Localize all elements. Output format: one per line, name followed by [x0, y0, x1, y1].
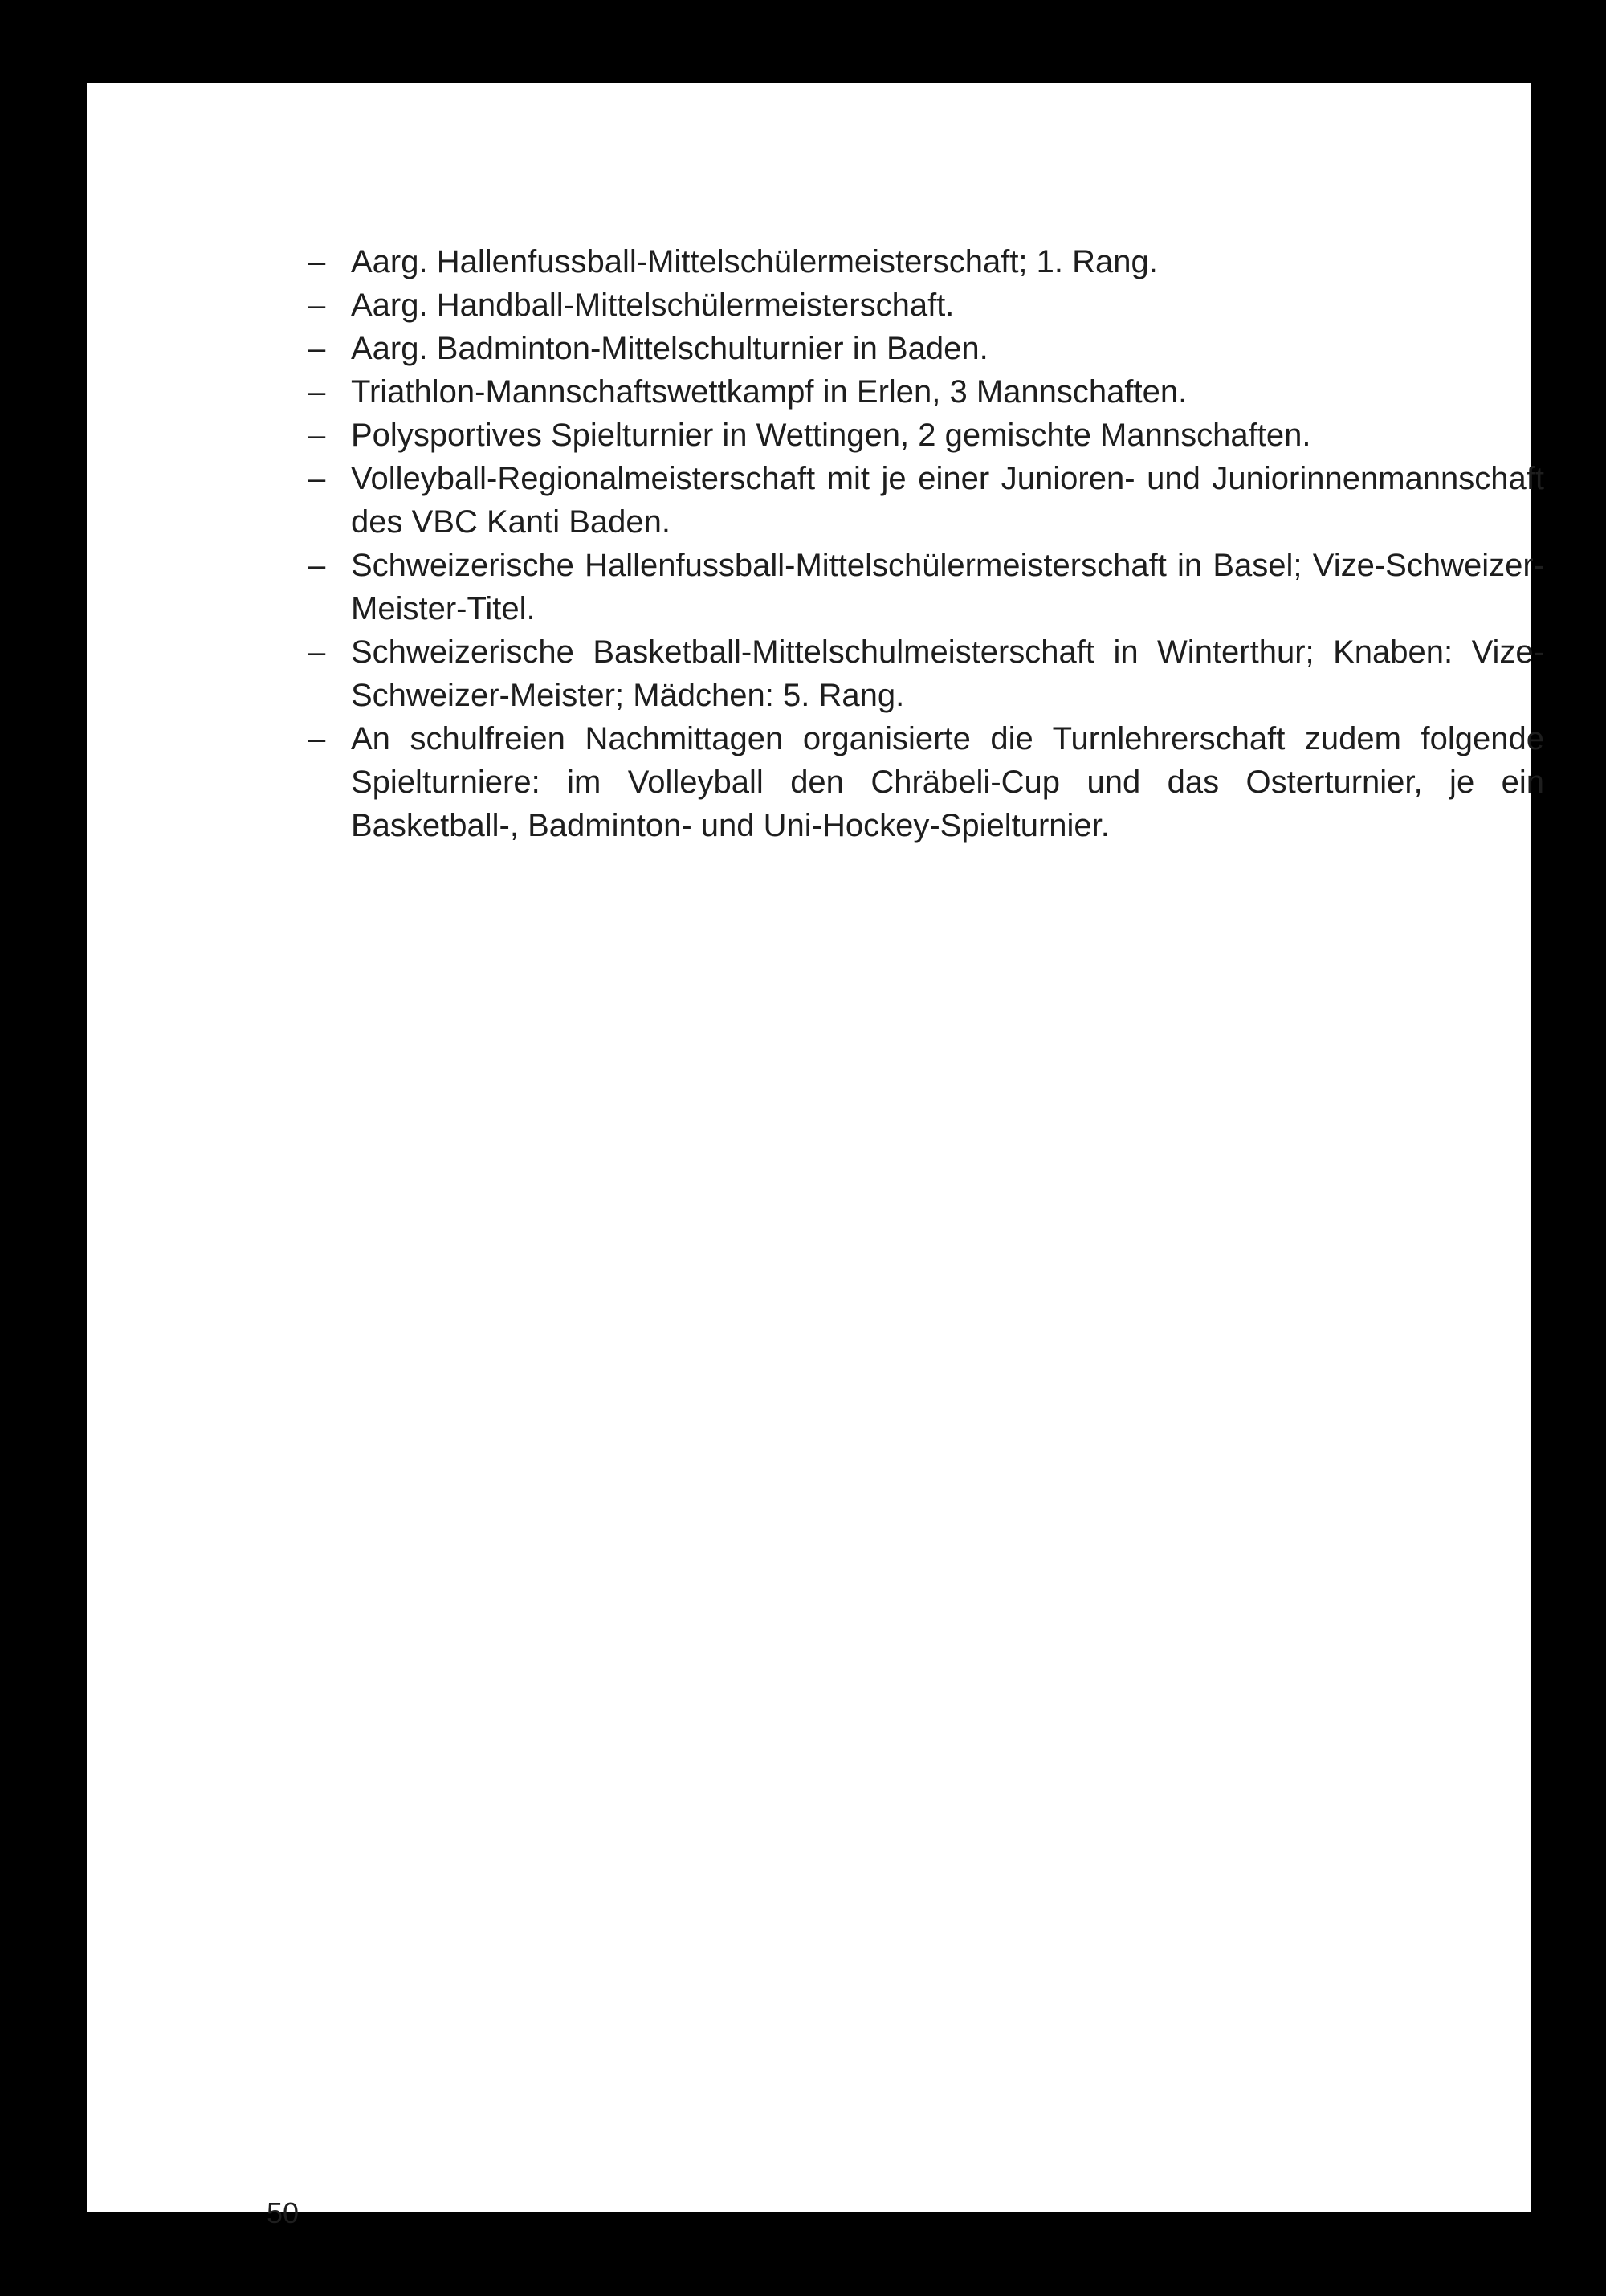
list-item-text: An schulfreien Nachmittagen organisierte die Turnlehrerschaft zudem folgende Spielturniere: im Volleyball den Chräbeli-Cup und das Osterturnier, je ein Basketball-, Badminton- und Uni-Hockey-Spielturnier.	[351, 721, 1544, 843]
list-item	[308, 717, 1544, 847]
page-number: 50	[267, 2196, 300, 2229]
dash-bullet: –	[308, 461, 326, 496]
dash-bullet: –	[308, 721, 326, 756]
dash-bullet: –	[308, 288, 326, 323]
list-item	[308, 327, 1544, 370]
dash-bullet: –	[308, 331, 326, 366]
list-item-text: Triathlon-Mannschaftswettkampf in Erlen, 3 Mannschaften.	[351, 374, 1188, 410]
list-item-text: Volleyball-Regionalmeisterschaft mit je einer Junioren- und Juniorinnenmannschaft des VBC Kanti Baden.	[351, 461, 1544, 540]
list-item	[308, 544, 1544, 630]
list-item-text: Aarg. Badminton-Mittelschulturnier in Baden.	[351, 331, 988, 366]
list-item	[308, 414, 1544, 457]
list-item	[308, 630, 1544, 717]
list-item-text: Schweizerische Hallenfussball-Mittelschülermeisterschaft in Basel; Vize-Schweizer-Meister-Titel.	[351, 548, 1544, 626]
dash-bullet: –	[308, 244, 326, 279]
list-item-text: Polysportives Spielturnier in Wettingen, 2 gemischte Mannschaften.	[351, 418, 1311, 453]
dash-bullet: –	[308, 374, 326, 410]
dash-bullet: –	[308, 418, 326, 453]
list-item-text: Aarg. Hallenfussball-Mittelschülermeisterschaft; 1. Rang.	[351, 244, 1158, 279]
dash-bullet: –	[308, 634, 326, 670]
list-item	[308, 370, 1544, 414]
event-list	[308, 240, 1544, 847]
list-item	[308, 240, 1544, 283]
list-item-text: Aarg. Handball-Mittelschülermeisterschaft.	[351, 288, 955, 323]
list-item-text: Schweizerische Basketball-Mittelschulmeisterschaft in Winterthur; Knaben: Vize-Schweizer-Meister; Mädchen: 5. Rang.	[351, 634, 1544, 713]
list-item	[308, 457, 1544, 544]
document-page	[87, 83, 1544, 2229]
list-item	[308, 283, 1544, 327]
dash-bullet: –	[308, 548, 326, 583]
